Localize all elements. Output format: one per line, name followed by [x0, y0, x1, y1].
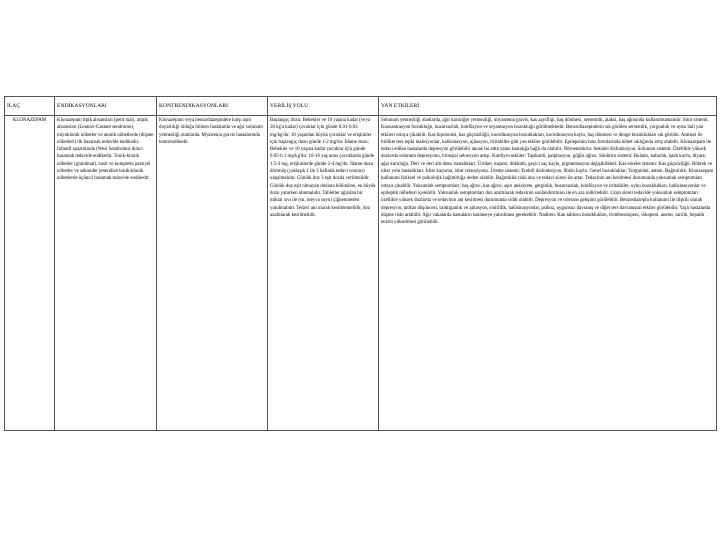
cell-indications: Klonazepam tipik absansları (petit mal), atipik absansları (Lennox-Gastaut sendromu), miyoklonik nöbetler ve atonik nöbetlerde (düşme nöbetleri) ilk basamak tedavide endikedir. Infantil spazmlarda (West Sendromu) ikinci basamak tedavide endikedir. Tonik-klonik nöbetler (grandmal), basit ve kompleks parsiyel nöbetler ve sekonder jeneralize tonik-klonik nöbetlerde üçüncü basamak tedavide endikedir. [55, 116, 157, 431]
table-header-row [5, 97, 717, 116]
cell-route: Başlangıç dozu: Bebekler ve 10 yaşına kadar (veya 30 kg'a kadar) çocuklar için günde 0.01-0.03 mg/kg'dır. 10 yaşından büyük çocuklar ve erişkinler için başlangıç dozu günde 1-2 mg'dır. İdame dozu: Bebekler ve 10 yaşına kadar çocuklar için günde 0.05-0.1 mg/kg'dır. 10-16 yaş arası çocuklarda günde 1.5-3 mg, erişkinlerde günde 2-4 mg'dır. İdame dozu dörtmüş (yaklaşık 1 ile 3 haftalık tedavi sonrası) ulaşılmalıdır. Günlük doz 3 eşit dozda verilmelidir. Günlük doz eşit olmayan dozlara bölünürse, en büyük dozu yatarken alınmalıdır. Tabletler ağızdan bir miktar sıvı ile (su, meyva suyu) çiğnenmeden yutulmalıdır. Tedavi ani olarak kesilmemelidir, doz azaltılarak kesilmelidir. [268, 116, 379, 431]
header-side-effects: YAN ETKİLERİ [379, 97, 717, 116]
header-contraindications: KONTRENDİKASYONLARI [157, 97, 268, 116]
header-indications: ENDİKASYONLARI [55, 97, 157, 116]
cell-drug-name: KLONAZEPAM [5, 116, 55, 431]
drug-info-table [4, 96, 717, 431]
table-row [5, 116, 717, 431]
header-drug: İLAÇ [5, 97, 55, 116]
cell-side-effects: Solunum yetmezliği olanlarda, ağır karaciğer yetmezliği, miyastenia gravis, kas zayıflığı, baş dönmesi, sersemlik, ataksi, baş ağrısında kullanılmamalıdır. Sinir sistemi: Konsantrasyon bozukluğu, huzursuzluk, konfüzyon ve oryantasyon bozukluğu görülmektedir. Benzodiazepinlerin sık görülen sersemlik, yorgunluk ve uyku hali yan etkileri ortaya çıkabilir. Kas hipotonisi, kas güçsüzlüğü, koordinasyon bozuklukları, koordinasyon kaybı, baş dönmesi ve denge bozuklukları sık görülür. Amnezi ile birlikte ters tepki reaksiyonlar, halüsinasyon, ajitasyon, irritabilite gibi yan etkiler görülebilir. Epilepsinin bazı formlarında nöbet sıklığında artış olabilir. Klonazepam ile tedavi edilen hastalarda depresyon görülebilir ancak bu altta yatan hastalığa bağlı da olabilir. Nöroendokrin: Seksüel disfonksiyon. Solunum sistemi: Özellikle yüksek dozlarda solunum depresyonu, bronşial sekresyon artışı. Kardiyovasküler: Taşikardi, palpitasyon, göğüs ağrısı. Sindirim sistemi: Bulantı, kabızlık, iştah kaybı, diyare, ağız kuruluğu. Deri ve deri altı doku hastalıkları: Ürtiker, kaşıntı, döküntü, geçici saç kaybı, pigmentasyon değişiklikleri. Kas-iskelet sistemi: Kas güçsüzlüğü. Böbrek ve idrar yolu hastalıkları: İdrar kaçırma, idrar retansiyonu. Üreme sistemi: Erektil disfonksiyon, libido kaybı. Genel bozukluklar: Yorgunluk, asteni. Bağımlılık: Klonazepam kullanımı fiziksel ve psikolojik bağımlılığa neden olabilir. Bağımlılık riski doz ve tedavi süresi ile artar. Tedavinin ani kesilmesi durumunda yoksunluk semptomları ortaya çıkabilir. Yoksunluk semptomları; baş ağrısı, kas ağrısı, aşırı anksiyete, gerginlik, huzursuzluk, konfüzyon ve irritabilite, uyku bozuklukları, halüsinasyonlar ve epileptik nöbetleri içerebilir. Yoksunluk semptomları doz azaltılarak tedavinin sonlandırılması ile en aza indirilebilir. Uzun süreli tedavide yoksunluk semptomları özellikle yüksek dozlarda ve tedavinin ani kesilmesi durumunda ciddi olabilir. Depresyon ve tolerans gelişimi görülebilir. Benzodiazepin kullanımı ile ilişkili olarak depresyon, intihar düşüncesi, saldırganlık ve ajitasyon, sinirlilik, halüsinasyonlar, psikoz, uygunsuz davranış ve diğer ters davranışsal etkiler görülebilir. Yaşlı hastalarda düşme riski artabilir. Ağır vakalarda hastaların hastaneye yatırılması gerekebilir. Nadiren: Kan tablosu bozuklukları, trombositopeni, lökopeni, anemi, sarılık, hepatik enzim yükselmesi görülebilir. [379, 116, 717, 431]
header-route: VERİLİŞ YOLU [268, 97, 379, 116]
cell-contraindications: Klonazepam veya benzodiazepinlere karşı aşırı duyarlılığı olduğu bilinen hastalarda ve ağır solunum yetmezliği olanlarda. Myastenia gravis hastalarında kontrendikedir. [157, 116, 268, 431]
